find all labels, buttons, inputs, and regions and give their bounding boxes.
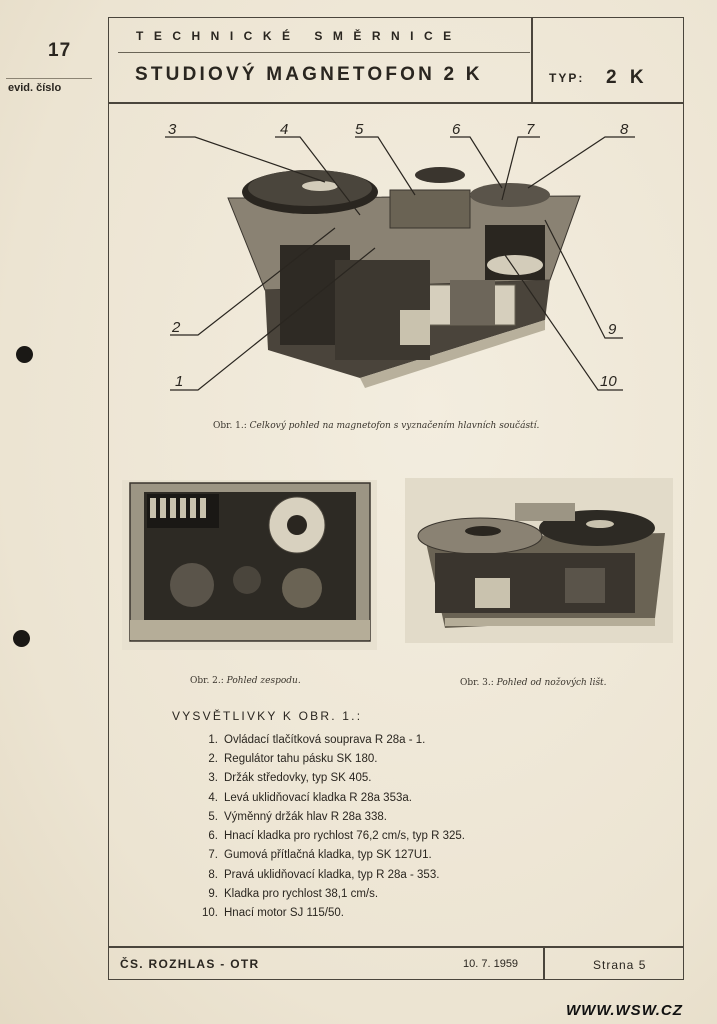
footer-page: Strana 5: [593, 958, 647, 972]
legend-item-number: 7.: [208, 849, 218, 862]
callout-10: 10: [600, 373, 617, 390]
legend-item-number: 3.: [208, 772, 218, 785]
sheet-number: 17: [48, 40, 72, 61]
callout-1: 1: [175, 373, 184, 390]
legend-item-text: Regulátor tahu pásku SK 180.: [224, 752, 378, 765]
legend-item-text: Ovládací tlačítková souprava R 28a - 1.: [224, 733, 426, 746]
legend-item-text: Hnací kladka pro rychlost 76,2 cm/s, typ R 325.: [224, 830, 465, 843]
legend-item-text: Hnací motor SJ 115/50.: [224, 907, 344, 920]
header-vertical-divider: [531, 17, 533, 103]
figure3-connector-view: [405, 478, 673, 643]
legend-item: [192, 788, 465, 807]
legend-item: [192, 730, 465, 749]
legend-item: [192, 807, 465, 826]
callout-6: 6: [452, 121, 461, 138]
legend-item-text: Levá uklidňovací kladka R 28a 353a.: [224, 791, 412, 804]
legend-title: VYSVĚTLIVKY K OBR. 1.:: [172, 709, 363, 723]
legend-item-number: 6.: [208, 830, 218, 843]
figure1-caption: [213, 421, 539, 431]
legend-item-number: 10.: [202, 907, 218, 920]
legend-item-number: 5.: [208, 810, 218, 823]
callout-5: 5: [355, 121, 364, 138]
header-divider: [108, 102, 684, 104]
legend-item: [192, 865, 465, 884]
figure3-caption-prefix: Obr. 3.:: [460, 678, 494, 688]
legend-item-number: 1.: [208, 733, 218, 746]
watermark: WWW.WSW.CZ: [566, 1002, 683, 1019]
footer-org: ČS. ROZHLAS - OTR: [120, 957, 260, 971]
legend-item-text: Pravá uklidňovací kladka, typ R 28a - 353.: [224, 868, 440, 881]
legend-item-text: Gumová přítlačná kladka, typ SK 127U1.: [224, 849, 432, 862]
figure1-caption-text: Celkový pohled na magnetofon s vyznačením hlavních součástí.: [249, 421, 540, 431]
evid-label: evid. číslo: [8, 82, 62, 94]
legend-item: [192, 749, 465, 768]
legend-item: [192, 846, 465, 865]
callout-2: 2: [172, 319, 181, 336]
type-label: TYP:: [549, 71, 585, 85]
figure2-caption-text: Pohled zespodu.: [226, 676, 301, 686]
legend-item-number: 2.: [208, 752, 218, 765]
legend-item: [192, 769, 465, 788]
callout-9: 9: [608, 321, 617, 338]
legend-item-number: 4.: [208, 791, 218, 804]
legend-item: [192, 904, 465, 923]
footer-divider: [108, 946, 684, 948]
legend-item-text: Kladka pro rychlost 38,1 cm/s.: [224, 888, 379, 901]
figure3-caption: [460, 678, 607, 688]
figure2-caption-prefix: Obr. 2.:: [190, 676, 224, 686]
callout-7: 7: [526, 121, 535, 138]
punch-hole-bottom: [13, 630, 30, 647]
figure2-caption: [190, 676, 301, 686]
callout-4: 4: [280, 121, 289, 138]
footer-date: 10. 7. 1959: [463, 958, 519, 970]
figure3-caption-text: Pohled od nožových lišt.: [496, 678, 607, 688]
callout-3: 3: [168, 121, 177, 138]
footer-vertical-divider: [543, 946, 545, 980]
legend-item-text: Výměnný držák hlav R 28a 338.: [224, 810, 388, 823]
header-title: STUDIOVÝ MAGNETOFON 2 K: [135, 64, 483, 85]
figure1-tape-recorder: [150, 120, 650, 405]
punch-hole-top: [16, 346, 33, 363]
legend-item-number: 8.: [208, 868, 218, 881]
header-inner-rule: [118, 52, 530, 53]
legend-item: [192, 826, 465, 845]
legend-list: [192, 730, 465, 923]
evid-divider: [6, 78, 92, 79]
legend-item-text: Držák středovky, typ SK 405.: [224, 772, 372, 785]
header-subtitle: TECHNICKÉ SMĚRNICE: [136, 29, 462, 43]
figure2-bottom-view: [122, 480, 377, 650]
callout-8: 8: [620, 121, 629, 138]
type-value: 2 K: [606, 67, 648, 88]
legend-item: [192, 884, 465, 903]
legend-item-number: 9.: [208, 888, 218, 901]
figure1-caption-prefix: Obr. 1.:: [213, 421, 247, 431]
